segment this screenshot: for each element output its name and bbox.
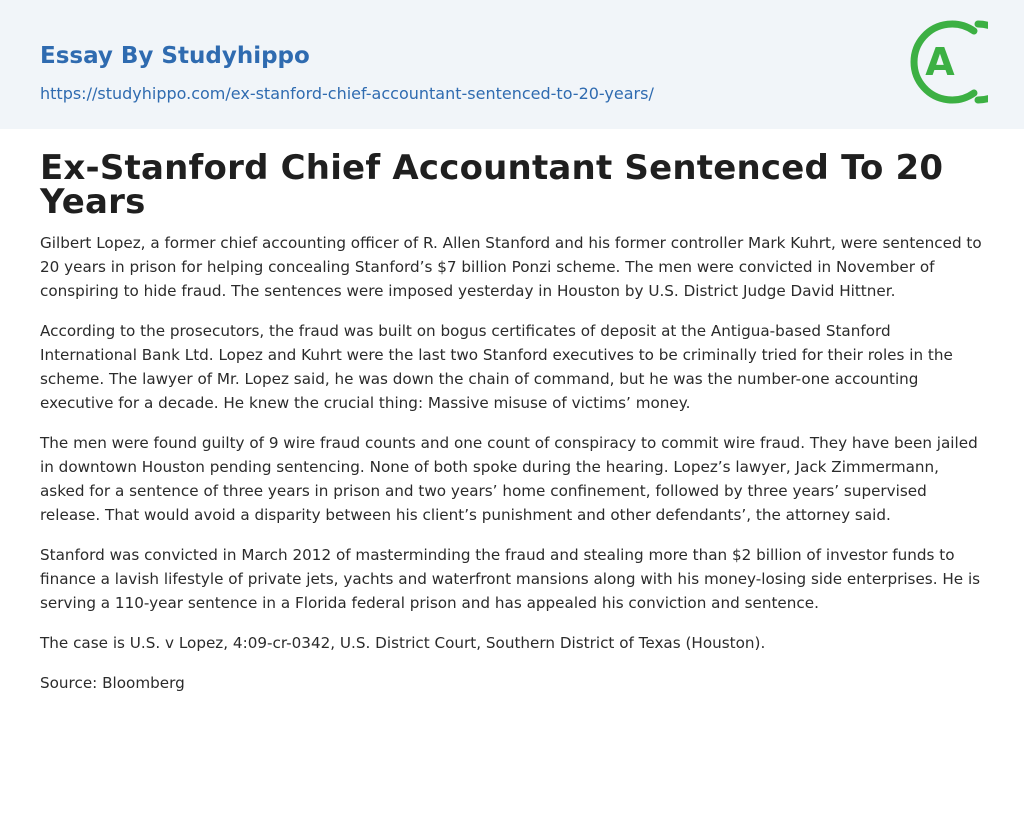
page-header xyxy=(0,0,1024,129)
logo-letter: A xyxy=(925,40,955,84)
article-paragraph: According to the prosecutors, the fraud was built on bogus certificates of deposit at the Antigua-based Stanford International Bank Ltd. Lopez and Kuhrt were the last two Stanford executives to be criminally tried for their roles in the scheme. The lawyer of Mr. Lopez said, he was down the chain of command, but he was the number-one accounting executive for a decade. He knew the crucial thing: Massive misuse of victims’ money. xyxy=(40,322,953,412)
source-url-link[interactable]: https://studyhippo.com/ex-stanford-chief-accountant-sentenced-to-20-years/ xyxy=(40,84,654,103)
brand-title: Essay By Studyhippo xyxy=(40,43,310,69)
article-paragraph: Gilbert Lopez, a former chief accounting officer of R. Allen Stanford and his former controller Mark Kuhrt, were sentenced to 20 years in prison for helping concealing Stanford’s $7 billion Ponzi scheme. The men were convicted in November of conspiring to hide fraud. The sentences were imposed yesterday in Houston by U.S. District Judge David Hittner. xyxy=(40,234,982,300)
studyhippo-logo-icon[interactable] xyxy=(908,18,988,106)
article-body xyxy=(0,148,1024,695)
article-paragraph: Stanford was convicted in March 2012 of masterminding the fraud and stealing more than $2 billion of investor funds to finance a lavish lifestyle of private jets, yachts and waterfront mansions along with his money-losing side enterprises. He is serving a 110-year sentence in a Florida federal prison and has appealed his conviction and sentence. xyxy=(40,546,981,612)
article-paragraph: The case is U.S. v Lopez, 4:09-cr-0342, U.S. District Court, Southern District of Texas (Houston). xyxy=(40,634,766,652)
article-source: Source: Bloomberg xyxy=(40,674,185,692)
article-title: Ex-Stanford Chief Accountant Sentenced To 20 Years xyxy=(40,148,944,222)
article-paragraph: The men were found guilty of 9 wire fraud counts and one count of conspiracy to commit wire fraud. They have been jailed in downtown Houston pending sentencing. None of both spoke during the hearing. Lopez’s lawyer, Jack Zimmermann, asked for a sentence of three years in prison and two years’ home confinement, followed by three years’ supervised release. That would avoid a disparity between his client’s punishment and other defendants’, the attorney said. xyxy=(40,434,978,524)
